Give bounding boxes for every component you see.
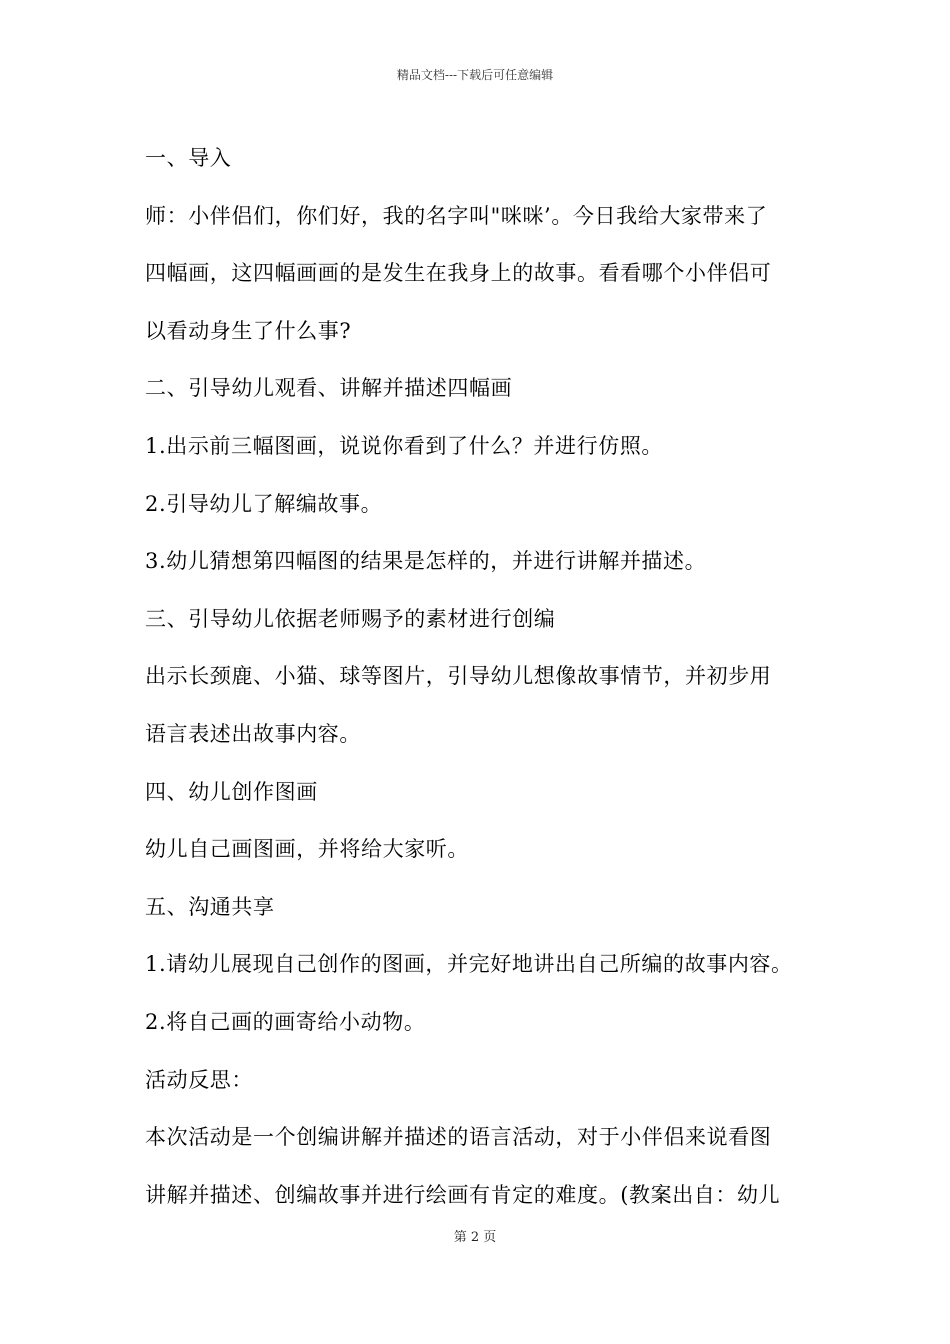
- list-item: 1.出示前三幅图画，说说你看到了什么？并进行仿照。: [145, 433, 664, 458]
- paragraph-line: 本次活动是一个创编讲解并描述的语言活动，对于小伴侣来说看图: [145, 1125, 772, 1150]
- heading-drawing: 四、幼儿创作图画: [145, 779, 318, 804]
- heading-reflection: 活动反思：: [145, 1067, 253, 1092]
- paragraph-line: 师：小伴侣们，你们好，我的名字叫"咪咪’。今日我给大家带来了: [145, 203, 768, 228]
- list-item: 1.请幼儿展现自己创作的图画，并完好地讲出自己所编的故事内容。: [145, 952, 793, 977]
- page-header: 精品文档---下载后可任意编辑: [396, 68, 554, 82]
- heading-intro: 一、导入: [145, 146, 232, 170]
- paragraph-line: 语言表述出故事内容。: [145, 721, 361, 746]
- heading-share: 五、沟通共享: [145, 894, 275, 919]
- heading-create: 三、引导幼儿依据老师赐予的素材进行创编: [145, 606, 556, 631]
- paragraph-line: 以看动身生了什么事?: [145, 318, 352, 343]
- heading-guide: 二、引导幼儿观看、讲解并描述四幅画: [145, 376, 513, 401]
- list-item: 2.引导幼儿了解编故事。: [145, 491, 383, 516]
- page-number: 第 2 页: [453, 1230, 497, 1245]
- paragraph-line: 四幅画，这四幅画画的是发生在我身上的故事。看看哪个小伴侣可: [145, 261, 772, 286]
- list-item: 2.将自己画的画寄给小动物。: [145, 1009, 426, 1034]
- body-text: [145, 130, 825, 1224]
- paragraph-line: 出示长颈鹿、小猫、球等图片，引导幼儿想像故事情节，并初步用: [145, 664, 772, 689]
- paragraph-line: 讲解并描述、创编故事并进行绘画有肯定的难度。(教案出自：幼儿: [145, 1182, 781, 1207]
- list-item: 3.幼儿猜想第四幅图的结果是怎样的，并进行讲解并描述。: [145, 549, 707, 574]
- paragraph-line: 幼儿自己画图画，并将给大家听。: [145, 837, 469, 862]
